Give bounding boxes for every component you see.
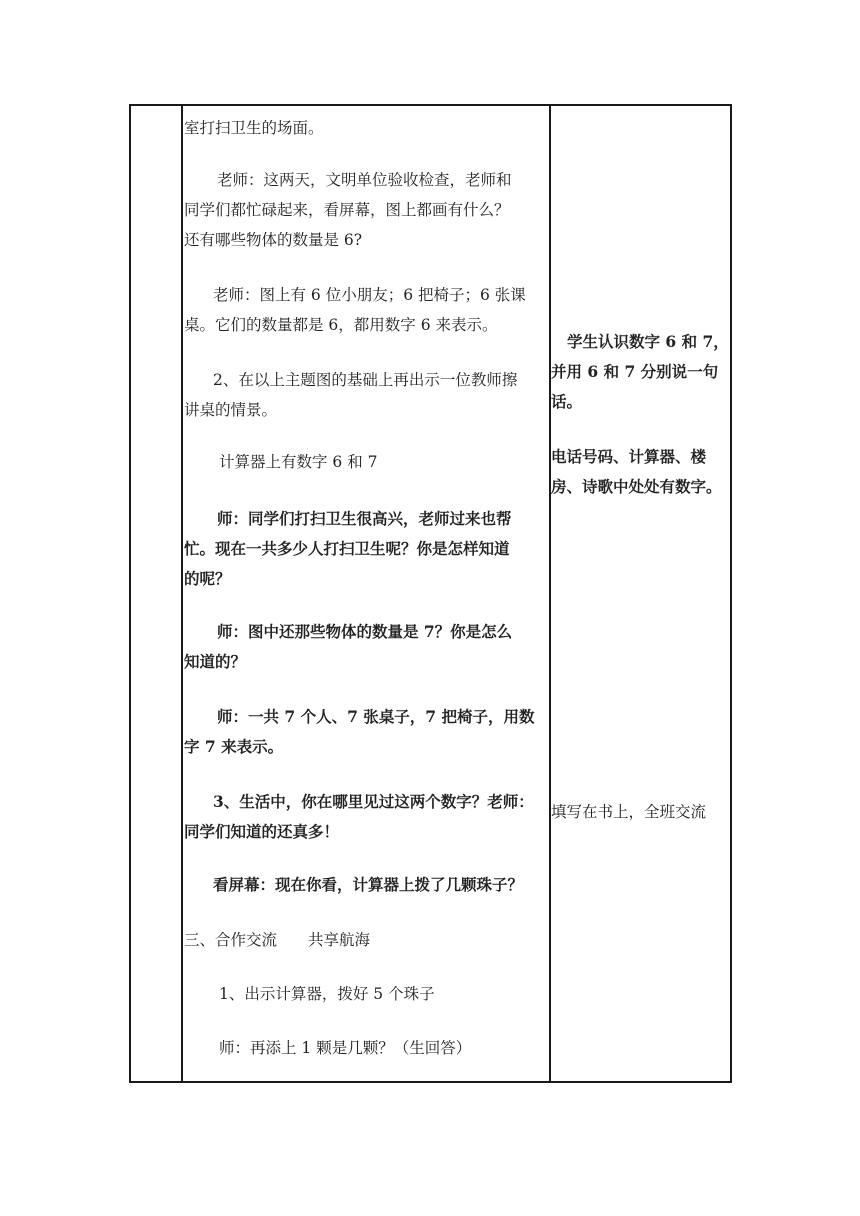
teacher-add-bead-question: 师：再添上 1 颗是几颗？（生回答） [219, 1039, 472, 1057]
step-2-line-1: 2、在以上主题图的基础上再出示一位教师擦 [213, 371, 518, 389]
column-divider-2 [549, 104, 551, 1083]
teacher-help-line-3: 的呢？ [184, 569, 231, 588]
section-3-heading: 三、合作交流 共享航海 [184, 931, 371, 949]
teacher-help-line-1: 师：同学们打扫卫生很高兴，老师过来也帮 [217, 509, 512, 528]
student-activity-2-line-1: 电话号码、计算器、楼 [551, 447, 707, 466]
teacher-answer-six-line-2: 桌。它们的数量都是 6，都用数字 6 来表示。 [184, 316, 498, 334]
table-bottom-border [129, 1081, 732, 1083]
look-at-screen-line: 看屏幕：现在你看，计算器上拨了几颗珠子？ [213, 875, 524, 894]
teacher-help-line-2: 忙。现在一共多少人打扫卫生呢？你是怎样知道 [184, 539, 510, 558]
step-3-line-1: 3、生活中，你在哪里见过这两个数字？老师： [213, 792, 534, 811]
calculator-step-1: 1、出示计算器，拨好 5 个珠子 [219, 985, 435, 1003]
table-top-border [129, 104, 732, 106]
teacher-seven-question-line-1: 师：图中还那些物体的数量是 7？你是怎么 [217, 622, 513, 641]
teacher-question-line-1: 老师：这两天，文明单位验收检查，老师和 [217, 171, 512, 189]
calculator-numbers-note: 计算器上有数字 6 和 7 [219, 453, 378, 471]
teacher-question-line-3: 还有哪些物体的数量是 6? [184, 231, 363, 249]
table-left-border [129, 104, 131, 1083]
teacher-seven-answer-line-2: 字 7 来表示。 [184, 737, 284, 756]
table-right-border [730, 104, 732, 1083]
student-activity-1-line-3: 话。 [551, 392, 583, 411]
student-activity-2-line-2: 房、诗歌中处处有数字。 [551, 477, 722, 496]
column-divider-1 [181, 104, 183, 1083]
step-2-line-2: 讲桌的情景。 [184, 401, 278, 419]
student-activity-1-line-2: 并用 6 和 7 分别说一句 [551, 362, 719, 381]
step-3-line-2: 同学们知道的还真多！ [184, 822, 340, 841]
teacher-seven-answer-line-1: 师：一共 7 个人、7 张桌子，7 把椅子，用数 [217, 707, 535, 726]
teacher-answer-six-line-1: 老师：图上有 6 位小朋友；6 把椅子；6 张课 [213, 286, 526, 304]
teacher-seven-question-line-2: 知道的？ [184, 652, 247, 671]
student-activity-3: 填写在书上，全班交流 [551, 803, 707, 821]
teacher-question-line-2: 同学们都忙碌起来，看屏幕，图上都画有什么？ [184, 201, 510, 219]
student-activity-1-line-1: 学生认识数字 6 和 7， [567, 332, 729, 351]
paragraph-scene-end: 室打扫卫生的场面。 [184, 119, 324, 137]
